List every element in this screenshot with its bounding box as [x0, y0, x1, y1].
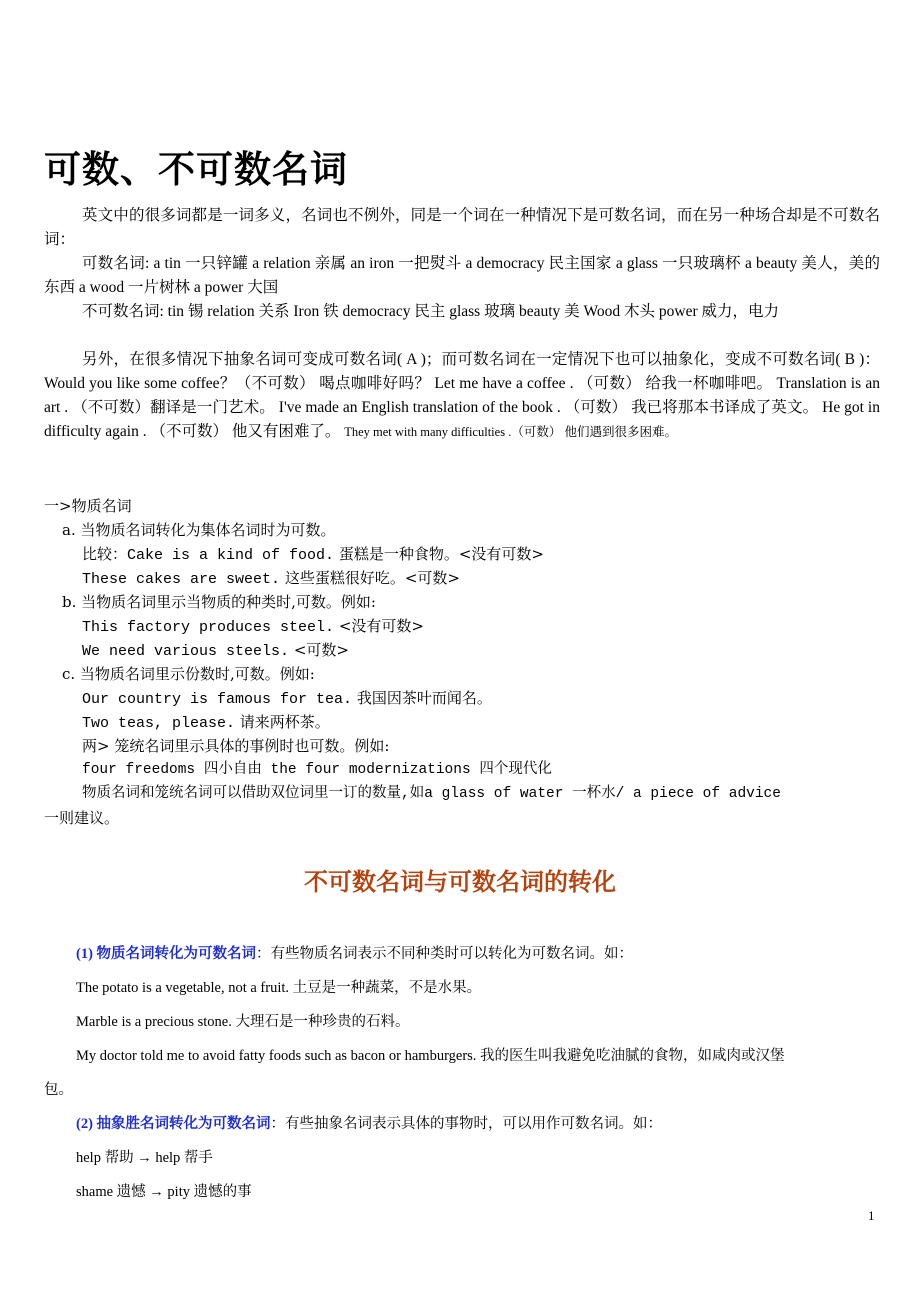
- intro-paragraph-uncountable: 不可数名词: tin 锡 relation 关系 Iron 铁 democracy 民主 glass 玻璃 beauty 美 Wood 木头 power 威力，电力: [82, 303, 780, 320]
- quantity-note-line-2: 一则建议。: [44, 809, 120, 827]
- intro-paragraph-1: 英文中的很多词都是一词多义，名词也不例外，同是一个词在一种情况下是可数名词，而在另一种场合却是不可数名词：: [44, 207, 880, 248]
- subsection-2-label: (2) 抽象胜名词转化为可数名词: [76, 1116, 271, 1132]
- subsection-1-example-1: The potato is a vegetable, not a fruit. 土豆是一种蔬菜，不是水果。: [76, 980, 482, 996]
- intro-paragraph-countable: 可数名词: a tin 一只锌罐 a relation 亲属 an iron 一把熨斗 a democracy 民主国家 a glass 一只玻璃杯 a beauty 美人，美的东西 a wood 一片树林 a power 大国: [44, 255, 880, 296]
- subsection-2-intro: (2) 抽象胜名词转化为可数名词：有些抽象名词表示具体的事物时，可以用作可数名词。如：: [76, 1116, 663, 1132]
- subsection-1-example-3-line-1: My doctor told me to avoid fatty foods such as bacon or hamburgers. 我的医生叫我避免吃油腻的食物，如咸肉或汉堡: [76, 1048, 785, 1064]
- subsection-1-example-2: Marble is a precious stone. 大理石是一种珍贵的石料。: [76, 1014, 410, 1030]
- page-number: 1: [868, 1208, 875, 1223]
- subsection-1-example-3-line-2: 包。: [44, 1082, 73, 1098]
- material-b-example-1: This factory produces steel. <没有可数>: [82, 617, 424, 636]
- material-heading: 一>物质名词: [44, 497, 132, 515]
- material-b-title: b. 当物质名词里示当物质的种类时,可数。例如:: [62, 593, 376, 611]
- section-heading-conversion: 不可数名词与可数名词的转化: [304, 868, 616, 896]
- abstract-example: four freedoms 四小自由 the four modernizations 四个现代化: [82, 762, 552, 778]
- intro-paragraph-conversion: [44, 348, 880, 444]
- material-b-example-2: We need various steels. <可数>: [82, 641, 349, 660]
- subsection-2-example-2: shame 遗憾 → pity 遗憾的事: [76, 1184, 252, 1200]
- subsection-1-intro: (1) 物质名词转化为可数名词：有些物质名词表示不同种类时可以转化为可数名词。如：: [76, 946, 634, 962]
- material-a-example-1: 比较：Cake is a kind of food. 蛋糕是一种食物。<没有可数>: [82, 545, 544, 564]
- abstract-title: 两> 笼统名词里示具体的事例时也可数。例如:: [82, 737, 390, 755]
- material-c-example-1: Our country is famous for tea. 我国因茶叶而闻名。: [82, 689, 492, 708]
- page-title: 可数、不可数名词: [44, 147, 348, 191]
- quantity-note-line-1: 物质名词和笼统名词可以借助双位词里一订的数量,如a glass of water 一杯水/ a piece of advice: [82, 786, 781, 802]
- material-a-title: a. 当物质名词转化为集体名词时为可数。: [62, 521, 336, 539]
- subsection-2-example-1: help 帮助 → help 帮手: [76, 1150, 213, 1166]
- material-c-title: c. 当物质名词里示份数时,可数。例如:: [62, 665, 315, 683]
- material-a-example-2: These cakes are sweet. 这些蛋糕很好吃。<可数>: [82, 569, 460, 588]
- subsection-1-label: (1) 物质名词转化为可数名词: [76, 946, 257, 962]
- material-c-example-2: Two teas, please. 请来两杯茶。: [82, 713, 330, 732]
- intro-paragraph-conversion-main: 另外，在很多情况下抽象名词可变成可数名词( A )；而可数名词在一定情况下也可以抽象化，变成不可数名词( B )： Would you like some coffee？（不可数） 喝点咖啡好吗？ Let me have a coffee . （可数） 给我一杯咖啡吧。 Translation is an art . （不可数）翻译是一门艺术。 I've made an English translation of the book . （可数） 我已将那本书译成了英文。 He got in difficulty again . （不可数） 他又有困难了。: [44, 351, 880, 440]
- intro-paragraph-conversion-small: They met with many difficulties .（可数） 他们遇到很多困难。: [344, 425, 677, 439]
